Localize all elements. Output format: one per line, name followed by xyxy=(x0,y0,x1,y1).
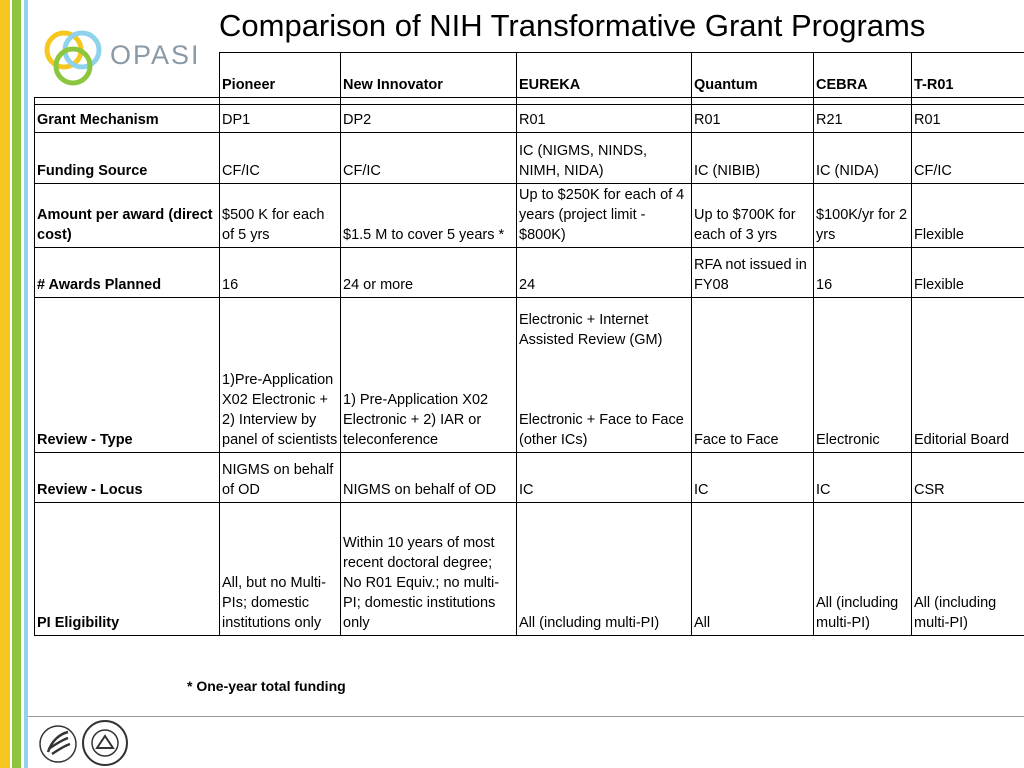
table-cell-text: IC xyxy=(519,482,534,498)
table-cell xyxy=(517,105,692,133)
row-label xyxy=(35,503,220,636)
table-cell xyxy=(341,105,517,133)
table-cell xyxy=(814,453,912,503)
table-row xyxy=(35,248,1024,298)
table-cell-text: R01 xyxy=(519,112,546,128)
table-cell xyxy=(692,184,814,248)
comparison-table xyxy=(34,52,1024,636)
table-cell xyxy=(220,298,341,453)
table-cell-text: All (including multi-PI) xyxy=(816,595,899,631)
spacer-cell xyxy=(814,98,912,105)
column-header xyxy=(517,53,692,98)
column-header xyxy=(912,53,1024,98)
decorative-stripe-yellow xyxy=(0,0,10,768)
table-cell xyxy=(692,248,814,298)
table-header-row xyxy=(35,53,1024,98)
table-cell-text: CF/IC xyxy=(914,163,952,179)
table-cell-text: All xyxy=(694,615,711,631)
table-cell xyxy=(814,503,912,636)
table-cell xyxy=(692,133,814,184)
table-cell xyxy=(220,503,341,636)
spacer-cell xyxy=(692,98,814,105)
table-cell xyxy=(341,248,517,298)
table-cell-text: 16 xyxy=(222,277,239,293)
table-cell xyxy=(692,453,814,503)
table-cell xyxy=(341,298,517,453)
table-row xyxy=(35,503,1024,636)
table-cell-text: DP1 xyxy=(222,112,251,128)
row-label xyxy=(35,184,220,248)
table-cell-text: 16 xyxy=(816,277,833,293)
table-cell xyxy=(220,184,341,248)
column-header-text: Pioneer xyxy=(222,77,276,93)
column-header xyxy=(341,53,517,98)
row-label-text: Review - Locus xyxy=(37,482,143,498)
spacer-cell xyxy=(517,98,692,105)
table-cell xyxy=(912,503,1024,636)
table-cell xyxy=(220,133,341,184)
row-label-text: Funding Source xyxy=(37,163,148,179)
table-cell xyxy=(692,298,814,453)
table-row xyxy=(35,133,1024,184)
row-label-text: Amount per award (direct cost) xyxy=(37,207,213,243)
nih-seal-icon xyxy=(80,718,130,768)
footnote: * One-year total funding xyxy=(187,678,346,694)
row-label xyxy=(35,133,220,184)
row-label-text: # Awards Planned xyxy=(37,277,162,293)
table-cell-text: Flexible xyxy=(914,227,964,243)
table-cell-text: NIGMS on behalf of OD xyxy=(343,482,497,498)
table-spacer-row xyxy=(35,98,1024,105)
table-cell xyxy=(341,503,517,636)
table-cell xyxy=(692,105,814,133)
table-cell xyxy=(517,248,692,298)
column-header xyxy=(220,53,341,98)
table-cell-text: $500 K for each of 5 yrs xyxy=(222,207,325,243)
table-cell-text: CF/IC xyxy=(343,163,381,179)
table-cell xyxy=(912,105,1024,133)
table-cell xyxy=(517,503,692,636)
table-cell-text: Editorial Board xyxy=(914,432,1010,448)
row-label xyxy=(35,248,220,298)
table-cell-text: 1)Pre-Application X02 Electronic + 2) Interview by panel of scientists xyxy=(222,372,338,448)
table-cell-text: Electronic + Internet Assisted Review (GM) Electronic + Face to Face (other ICs) xyxy=(519,312,684,448)
column-header-text: Quantum xyxy=(694,77,758,93)
column-header-text: CEBRA xyxy=(816,77,868,93)
table-cell-text: All, but no Multi-PIs; domestic institutions only xyxy=(222,575,326,631)
table-cell-text: IC (NIBIB) xyxy=(694,163,761,179)
table-row xyxy=(35,298,1024,453)
table-cell xyxy=(517,184,692,248)
table-cell-text: Within 10 years of most recent doctoral degree; No R01 Equiv.; no multi-PI; domestic institutions only xyxy=(343,535,500,631)
table-cell-text: All (including multi-PI) xyxy=(914,595,997,631)
table-cell-text: IC xyxy=(816,482,831,498)
row-label-text: PI Eligibility xyxy=(37,615,120,631)
row-label xyxy=(35,453,220,503)
row-label xyxy=(35,105,220,133)
table-cell xyxy=(814,184,912,248)
table-cell xyxy=(220,105,341,133)
table-cell-text: R01 xyxy=(694,112,721,128)
table-cell-text: R01 xyxy=(914,112,941,128)
page-title: Comparison of NIH Transformative Grant Programs xyxy=(219,8,926,43)
table-cell-text: IC (NIGMS, NINDS, NIMH, NIDA) xyxy=(519,143,648,179)
table-cell xyxy=(341,453,517,503)
table-cell xyxy=(912,298,1024,453)
column-header-text: T-R01 xyxy=(914,77,954,93)
table-cell-text: Up to $250K for each of 4 years (project limit - $800K) xyxy=(519,187,685,243)
table-row xyxy=(35,105,1024,133)
footer-divider xyxy=(28,716,1024,717)
table-cell-text: $100K/yr for 2 yrs xyxy=(816,207,908,243)
column-header-text: EUREKA xyxy=(519,77,581,93)
table-cell xyxy=(912,248,1024,298)
row-label xyxy=(35,298,220,453)
table-cell-text: DP2 xyxy=(343,112,372,128)
decorative-stripe-green xyxy=(12,0,21,768)
table-cell xyxy=(692,503,814,636)
table-cell xyxy=(220,248,341,298)
table-cell-text: $1.5 M to cover 5 years * xyxy=(343,227,505,243)
spacer-cell xyxy=(341,98,517,105)
table-cell xyxy=(814,248,912,298)
table-cell-text: Flexible xyxy=(914,277,964,293)
table-cell xyxy=(912,133,1024,184)
table-cell-text: IC (NIDA) xyxy=(816,163,879,179)
table-cell xyxy=(814,298,912,453)
opasi-logo-text: OPASI xyxy=(110,40,201,70)
column-header xyxy=(692,53,814,98)
table-cell-text: NIGMS on behalf of OD xyxy=(222,462,334,498)
hhs-eagle-icon xyxy=(38,722,78,766)
table-cell-text: R21 xyxy=(816,112,843,128)
table-cell xyxy=(517,133,692,184)
table-cell-text: CSR xyxy=(914,482,945,498)
table-row xyxy=(35,453,1024,503)
table-cell xyxy=(220,453,341,503)
table-cell-text: Electronic xyxy=(816,432,880,448)
row-label-text: Review - Type xyxy=(37,432,133,448)
table-cell xyxy=(912,184,1024,248)
table-row xyxy=(35,184,1024,248)
column-header xyxy=(814,53,912,98)
table-cell-text: RFA not issued in FY08 xyxy=(694,257,807,293)
row-label-text: Grant Mechanism xyxy=(37,112,159,128)
table-cell-text: 1) Pre-Application X02 Electronic + 2) IAR or teleconference xyxy=(343,392,489,448)
table-cell-text: All (including multi-PI) xyxy=(519,615,660,631)
decorative-stripe-blue xyxy=(24,0,28,768)
table-cell-text: 24 or more xyxy=(343,277,414,293)
table-cell-text: Face to Face xyxy=(694,432,779,448)
table-cell-text: CF/IC xyxy=(222,163,260,179)
table-cell xyxy=(814,105,912,133)
table-cell-text: Up to $700K for each of 3 yrs xyxy=(694,207,796,243)
column-header-text: New Innovator xyxy=(343,77,443,93)
table-cell xyxy=(814,133,912,184)
table-cell xyxy=(341,133,517,184)
table-cell xyxy=(517,298,692,453)
table-cell xyxy=(517,453,692,503)
table-corner-cell xyxy=(35,53,220,98)
spacer-cell xyxy=(220,98,341,105)
table-cell xyxy=(912,453,1024,503)
table-cell-text: 24 xyxy=(519,277,536,293)
table-cell-text: IC xyxy=(694,482,709,498)
spacer-cell xyxy=(35,98,220,105)
spacer-cell xyxy=(912,98,1024,105)
table-cell xyxy=(341,184,517,248)
